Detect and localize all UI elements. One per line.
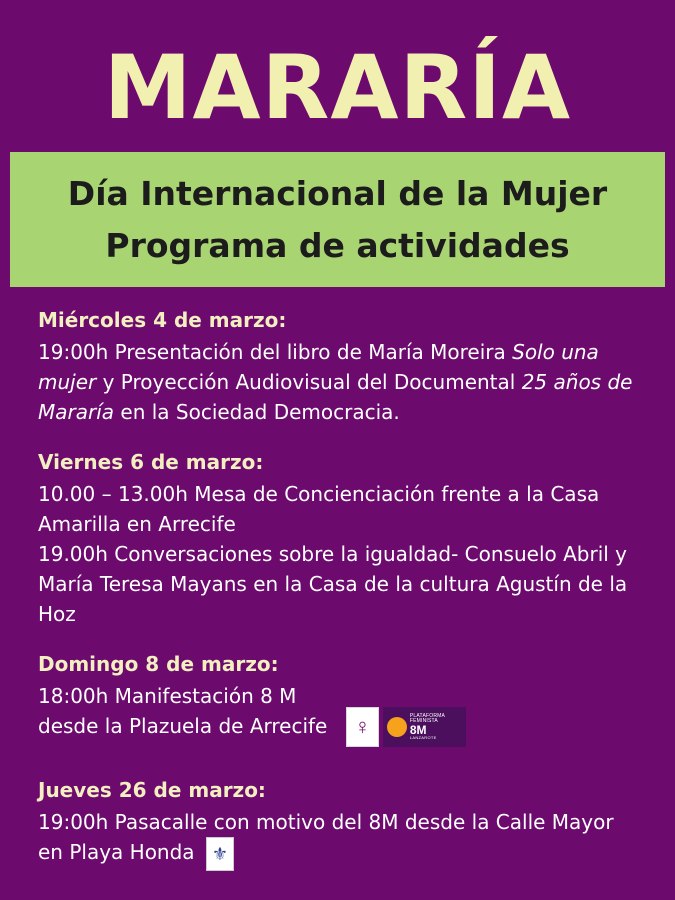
block-line: desde la Plazuela de Arrecife <box>38 714 328 738</box>
block-line: 10.00 – 13.00h Mesa de Concienciación frente a la Casa <box>38 482 600 506</box>
block-line: en Playa Honda <box>38 840 195 864</box>
block-heading: Domingo 8 de marzo: <box>38 652 279 676</box>
platform-logo-text <box>410 714 445 740</box>
block-line: Hoz <box>38 602 76 626</box>
program-block-friday <box>38 447 650 629</box>
municipal-crest-icon <box>206 837 234 871</box>
poster-title-band <box>0 38 675 138</box>
platform-line-1: PLATAFORMA <box>409 713 446 719</box>
subtitle-line-1: Día Internacional de la Mujer <box>67 173 608 213</box>
block-line: Mararía en la Sociedad Democracia. <box>38 400 400 424</box>
platform-line-4: LANZAROTE <box>409 735 437 740</box>
program-content <box>38 305 650 871</box>
block-line: 19:00h Pasacalle con motivo del 8M desde la Calle Mayor <box>38 810 614 834</box>
platform-line-3: 8M <box>409 723 427 737</box>
crest-glyph-icon: ⚜ <box>211 843 229 864</box>
block-line: María Teresa Mayans en la Casa de la cultura Agustín de la <box>38 572 628 596</box>
block-heading: Miércoles 4 de marzo: <box>38 308 287 332</box>
logo-group <box>346 707 466 747</box>
platform-logo <box>383 707 466 747</box>
block-line: 19.00h Conversaciones sobre la igualdad- Consuelo Abril y <box>38 542 628 566</box>
subtitle-line-2: Programa de actividades <box>105 225 570 265</box>
block-line: 19:00h Presentación del libro de María Moreira Solo una <box>38 340 599 364</box>
program-block-sunday <box>38 649 650 747</box>
women-symbol-icon <box>346 707 379 747</box>
program-block-thursday <box>38 775 650 871</box>
block-heading: Jueves 26 de marzo: <box>38 778 266 802</box>
venus-icon: ♀ <box>354 714 371 739</box>
subtitle-band <box>10 152 665 287</box>
block-line: Amarilla en Arrecife <box>38 512 236 536</box>
block-line: mujer y Proyección Audiovisual del Documental 25 años de <box>38 370 633 394</box>
program-block-wednesday <box>38 305 650 427</box>
block-line: 18:00h Manifestación 8 M <box>38 684 297 708</box>
page-title: MARARÍA <box>103 36 572 139</box>
platform-line-2: FEMINISTA <box>409 718 438 724</box>
spacer <box>38 767 650 775</box>
platform-mark-icon <box>387 717 407 737</box>
block-heading: Viernes 6 de marzo: <box>38 450 264 474</box>
